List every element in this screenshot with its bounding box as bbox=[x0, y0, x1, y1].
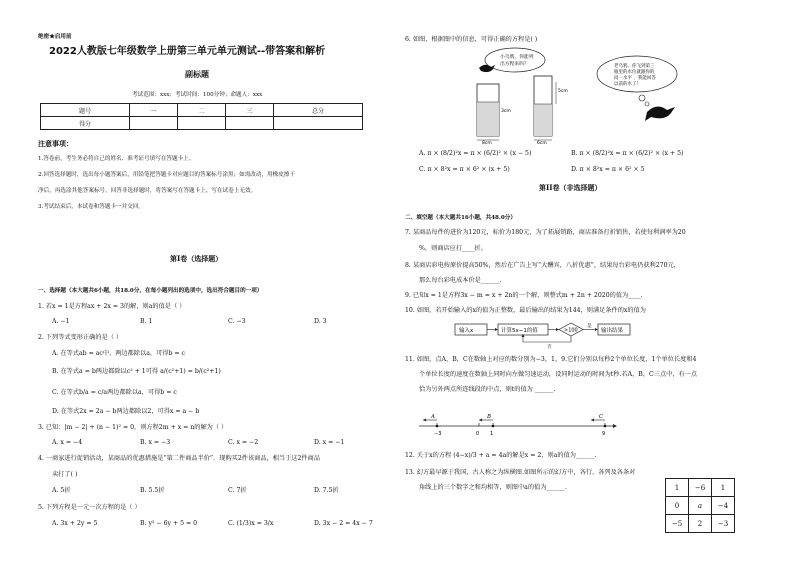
bubble2-line: 老乌鸦，你飞到第三 bbox=[614, 64, 655, 69]
question-8: 8. 某商店彩电按原价提高50%，然后在广告上写“大酬宾，八折优惠”，结果每台彩电仍获利270元， bbox=[405, 262, 680, 269]
q6-option-c[interactable]: C. π × 8²x = π × 6² × (x + 5) bbox=[419, 166, 510, 173]
question-8-cont: 那么每台彩电成本价是______. bbox=[419, 277, 502, 284]
q4-option-b[interactable]: B. 5.5折 bbox=[140, 487, 165, 494]
magic-cell: −3 bbox=[712, 515, 735, 533]
q5-option-c[interactable]: C. (1/3)x = 3/x bbox=[228, 520, 274, 527]
right-page bbox=[397, 0, 794, 562]
bubble2-line: 同一水平 ，我能回答 bbox=[614, 76, 656, 81]
number-line-point bbox=[436, 425, 439, 428]
beaker-2-water bbox=[534, 104, 552, 136]
number-line-tick-label: 9 bbox=[602, 431, 606, 437]
score-cell: 题号 bbox=[41, 104, 130, 117]
flow-condition-label: >100 bbox=[564, 327, 578, 334]
exam-title: 2022人教版七年级数学上册第三单元单元测试--带答案和解析 bbox=[49, 46, 326, 57]
dim-label: 3cm bbox=[501, 109, 511, 114]
magic-cell: −4 bbox=[712, 497, 735, 515]
bubble1-line: 小乌鸦，你能列 bbox=[500, 55, 534, 60]
number-line-point-label: C bbox=[599, 414, 604, 420]
q6-option-a[interactable]: A. π × (8/2)²x = π × (6/2)² × (x − 5) bbox=[419, 150, 532, 157]
q3-option-b[interactable]: B. x = −3 bbox=[140, 439, 171, 446]
dim-label: 6cm bbox=[537, 141, 547, 146]
q2-option-a[interactable]: A. 在等式ab = ac中，两边都除以a，可得b = c bbox=[52, 350, 185, 357]
question-13: 13. 幻方最早源于我国，古人称之为纵横图.如图所示的幻方中，各行、各列及各条对 bbox=[405, 469, 636, 476]
bubble1-line: 出方程来吗？ bbox=[500, 62, 529, 67]
magic-cell: 2 bbox=[689, 515, 712, 533]
q4-option-a[interactable]: A. 5折 bbox=[52, 487, 71, 494]
q1-option-b[interactable]: B. 1 bbox=[140, 318, 153, 325]
q1-option-d[interactable]: D. 3 bbox=[314, 318, 327, 325]
big-crow-icon bbox=[645, 106, 675, 121]
arrow-head-icon bbox=[591, 419, 594, 422]
q3-option-a[interactable]: A. x = −4 bbox=[52, 439, 83, 446]
q2-option-b[interactable]: B. 在等式a = b两边都除以c² + 1可得 a/(c²+1) = b/(c²+1) bbox=[52, 368, 221, 375]
question-5: 5. 下列方程是一元一次方程的是（ ） bbox=[38, 504, 141, 511]
magic-cell: 1 bbox=[712, 479, 735, 497]
score-cell: 三 bbox=[225, 104, 273, 117]
score-row-header bbox=[41, 104, 363, 117]
q5-option-d[interactable]: D. 3x − 2 = 4x − 7 bbox=[314, 520, 373, 527]
flow-yes-label: 是 bbox=[587, 324, 592, 329]
question-10: 10. 如图，若开始输入的x的值为正整数，最后输出的结果为144，则满足条件的x的值为 bbox=[405, 307, 646, 314]
flow-no-label: 否 bbox=[547, 345, 552, 350]
question-12: 12. 关于x的方程 (4−x)/3 + a = 4a的解是x = 2，则a的值为______. bbox=[405, 452, 597, 459]
section1-heading: 一、选择题（本大题共6小题，共18.0分，在每小题列出的选项中，选出符合题目的一项） bbox=[38, 288, 263, 294]
flow-calc-label: 计算5x−1的值 bbox=[501, 328, 538, 334]
magic-cell: 1 bbox=[666, 479, 689, 497]
q6-option-d[interactable]: D. π × 8²x = π × 6² × 5 bbox=[571, 166, 645, 173]
notice-line: 净后，再选涂其他答案标号。回答非选择题时，将答案写在答题卡上，写在试卷上无效。 bbox=[38, 188, 257, 194]
beaker-1-water bbox=[477, 102, 499, 136]
flow-input-label: 输入x bbox=[459, 328, 474, 334]
section2-heading: 二、填空题（本大题共16小题，共48.0分） bbox=[405, 215, 516, 221]
q5-option-b[interactable]: B. y² − 6y + 5 = 0 bbox=[140, 520, 198, 527]
question-6: 6. 如图，根据图中的信息，可得正确的方程是( ) bbox=[405, 36, 538, 43]
part1-title: 第I卷（选择题） bbox=[170, 254, 223, 263]
flow-output-label: 输出结果 bbox=[601, 328, 624, 334]
number-line-point-label: B bbox=[487, 414, 492, 420]
number-line-point bbox=[492, 425, 495, 428]
question-7-cont: %，则商店应打____折。 bbox=[419, 245, 487, 252]
q6-illustration bbox=[467, 46, 747, 146]
score-cell: 总分 bbox=[273, 104, 362, 117]
q6-option-b[interactable]: B. π × (8/2)²x = π × (6/2)² × (x + 5) bbox=[571, 150, 684, 157]
question-1: 1. 若x = 1是方程ax + 2x = 3的解，则a的值是（ ） bbox=[38, 303, 186, 310]
magic-cell: −5 bbox=[666, 515, 689, 533]
q2-option-c[interactable]: C. 在等式b/a = c/a两边都除以a，可得b = c bbox=[52, 389, 177, 396]
notice-title: 注意事项： bbox=[38, 139, 73, 148]
score-cell: 一 bbox=[130, 104, 178, 117]
score-table bbox=[40, 103, 363, 130]
exam-subtitle: 副标题 bbox=[185, 70, 209, 79]
q3-option-c[interactable]: C. x = −2 bbox=[228, 439, 259, 446]
exam-meta: 考试范围：xxx；考试时间：100分钟；命题人：xxx bbox=[132, 92, 263, 98]
q1-option-a[interactable]: A. −1 bbox=[52, 318, 70, 325]
dim-label: 5cm bbox=[558, 89, 568, 94]
question-3: 3. 已知：|m − 2| + (n − 1)² = 0，则方程2m + x = n的解为（ ） bbox=[38, 424, 228, 431]
magic-cell: −6 bbox=[689, 479, 712, 497]
notice-line: 3.考试结束后，本试卷和答题卡一并交回。 bbox=[38, 204, 145, 210]
bubble2-line: 瓶里的水位就跟你的 bbox=[614, 70, 655, 75]
bubble2-line: 以前的水了！ bbox=[614, 82, 641, 87]
question-11-cont: 个单位长度的速度在数轴上同时向左做匀速运动，设同时运动的时间为t秒.若A，B，C三点中，有一点 bbox=[419, 371, 698, 378]
question-11: 11. 如图，点A，B，C在数轴上对应的数分别为−3，1，9.它们分别以每秒2个单位长度，1个单位长度和4 bbox=[405, 356, 697, 363]
magic-square bbox=[665, 478, 735, 533]
q5-option-a[interactable]: A. 3x + 2y = 5 bbox=[52, 520, 98, 527]
magic-cell: 0 bbox=[666, 497, 689, 515]
number-line-tick-label: 0 bbox=[476, 431, 480, 437]
score-input[interactable] bbox=[178, 117, 226, 130]
dim-label: 8cm bbox=[482, 141, 492, 146]
q10-flowchart bbox=[437, 320, 737, 350]
question-4: 4. 一商家进行促销活动，某商品的优惠措施是“第二件商品半价”．现购买2件该商品，相当于这2件商品 bbox=[38, 455, 320, 462]
score-input[interactable] bbox=[225, 117, 273, 130]
score-cell: 二 bbox=[178, 104, 226, 117]
q3-option-d[interactable]: D. x = −1 bbox=[314, 439, 345, 446]
q11-number-line bbox=[419, 412, 619, 442]
number-line-point bbox=[604, 425, 607, 428]
q4-option-d[interactable]: D. 7.5折 bbox=[314, 487, 339, 494]
q1-option-c[interactable]: C. −3 bbox=[228, 318, 246, 325]
question-7: 7. 某商品每件的进价为120元，标价为180元，为了拓展销路，商店准备打折销售，若使每利润率为20 bbox=[405, 229, 686, 236]
arrow-head-icon bbox=[423, 419, 426, 422]
notice-line: 2.回答选择题时，选出每小题答案后，用铅笔把答题卡对应题目的答案标号涂黑；如需改动，用橡皮擦干 bbox=[38, 172, 296, 178]
score-row-values bbox=[41, 117, 363, 130]
notice-line: 1.答卷前，考生务必将自己的姓名、准考证号填写在答题卡上。 bbox=[38, 156, 195, 162]
speech-bubble-1 bbox=[485, 48, 545, 72]
part2-title: 第II卷（非选择题） bbox=[539, 183, 602, 192]
axis-arrow-icon bbox=[613, 424, 617, 428]
score-input[interactable] bbox=[273, 117, 362, 130]
question-11-cont: 恰为另外两点所连线段的中点，则t的值为 ______. bbox=[419, 386, 556, 393]
question-9: 9. 已知x = 1是方程3x − m = x + 2n的一个解，则整式m + 2n + 2020的值为____. bbox=[405, 292, 643, 299]
magic-cell: a bbox=[689, 497, 712, 515]
score-input[interactable] bbox=[130, 117, 178, 130]
question-4-cont: 卖打了( ) bbox=[52, 471, 78, 478]
number-line-point-label: A bbox=[431, 414, 435, 420]
score-cell: 得分 bbox=[41, 117, 130, 130]
question-2: 2. 下列等式变形正确的是（ ） bbox=[38, 334, 123, 341]
number-line-tick-label: 1 bbox=[490, 431, 494, 437]
q2-option-d[interactable]: D. 在等式2x = 2a − b两边都除以2，可得x = a − b bbox=[52, 408, 200, 415]
question-13-cont: 角线上的三个数字之和均相等，则图中a的值为______. bbox=[419, 484, 567, 491]
arrow-head-icon bbox=[479, 419, 482, 422]
secret-label: 绝密★启用前 bbox=[38, 34, 72, 40]
q4-option-c[interactable]: C. 7折 bbox=[228, 487, 247, 494]
number-line-tick-label: −3 bbox=[434, 431, 442, 437]
